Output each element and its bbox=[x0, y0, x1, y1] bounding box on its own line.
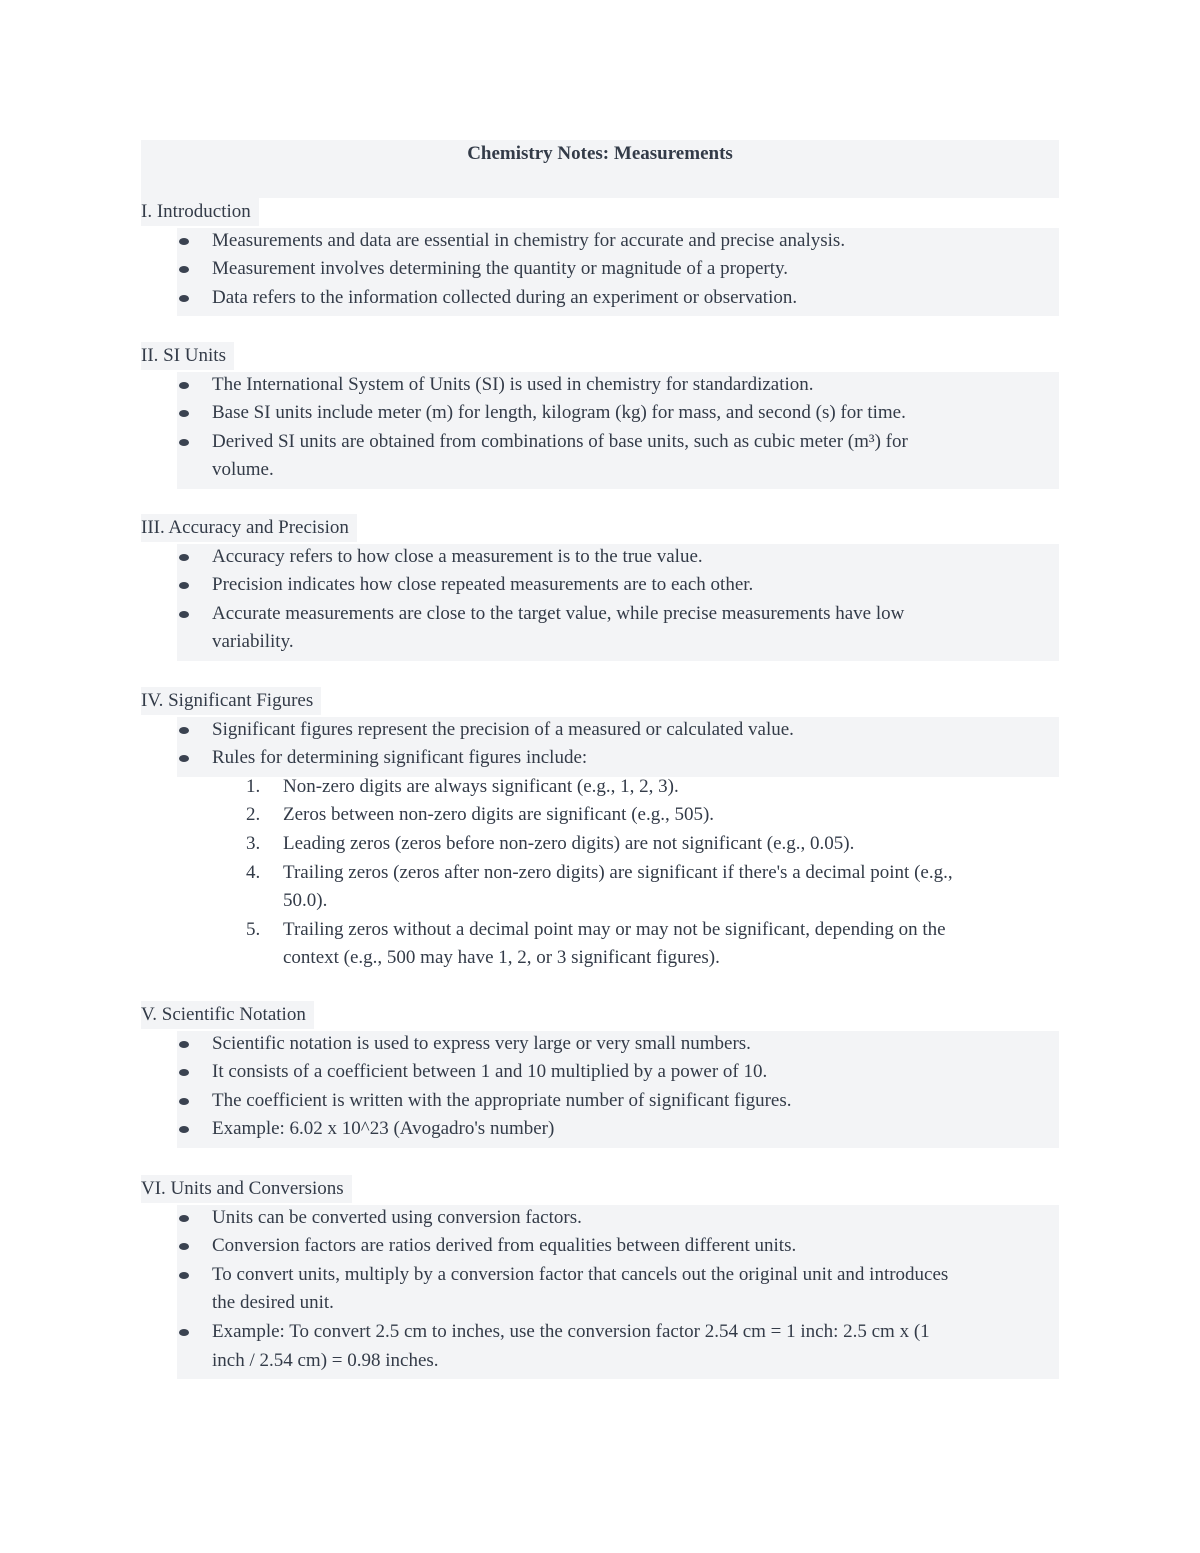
section-heading: III. Accuracy and Precision bbox=[141, 514, 357, 542]
bullet-icon bbox=[179, 554, 189, 561]
bullet-icon bbox=[179, 727, 189, 734]
bullet-icon bbox=[179, 1329, 189, 1336]
list-item: Accuracy refers to how close a measurement is to the true value. bbox=[212, 545, 703, 567]
title-spacer bbox=[141, 170, 1059, 198]
numbered-item: Leading zeros (zeros before non-zero digits) are not significant (e.g., 0.05). bbox=[283, 833, 855, 854]
numbered-item: 50.0). bbox=[283, 890, 328, 912]
bullet-icon bbox=[179, 1041, 189, 1048]
bullet-icon bbox=[179, 295, 189, 302]
title-block bbox=[141, 140, 1059, 172]
list-item: To convert units, multiply by a conversion factor that cancels out the original unit and introduces bbox=[212, 1263, 949, 1285]
section-heading: I. Introduction bbox=[141, 198, 259, 226]
list-item: Measurement involves determining the quantity or magnitude of a property. bbox=[212, 258, 789, 280]
list-item: variability. bbox=[212, 631, 294, 653]
list-item: Example: To convert 2.5 cm to inches, use the conversion factor 2.54 cm = 1 inch: 2.5 cm x (1 bbox=[212, 1321, 930, 1342]
list-number: 4. bbox=[246, 861, 261, 883]
list-item: the desired unit. bbox=[212, 1292, 334, 1314]
list-item: volume. bbox=[212, 459, 274, 481]
list-number: 3. bbox=[246, 833, 261, 854]
document-title: Chemistry Notes: Measurements bbox=[467, 143, 733, 164]
numbered-item: context (e.g., 500 may have 1, 2, or 3 significant figures). bbox=[283, 947, 720, 969]
bullet-icon bbox=[179, 439, 189, 446]
list-item: Example: 6.02 x 10^23 (Avogadro's number) bbox=[212, 1118, 555, 1140]
list-item: Precision indicates how close repeated measurements are to each other. bbox=[212, 574, 754, 596]
section-heading: V. Scientific Notation bbox=[141, 1001, 314, 1029]
numbered-item: Trailing zeros without a decimal point may or may not be significant, depending on the bbox=[283, 918, 946, 940]
bullet-icon bbox=[179, 238, 189, 245]
list-item: It consists of a coefficient between 1 and 10 multiplied by a power of 10. bbox=[212, 1061, 768, 1083]
bullet-icon bbox=[179, 1098, 189, 1105]
list-item: Conversion factors are ratios derived from equalities between different units. bbox=[212, 1235, 797, 1257]
numbered-item: Trailing zeros (zeros after non-zero digits) are significant if there's a decimal point (e.g., bbox=[283, 861, 953, 883]
list-item: Accurate measurements are close to the target value, while precise measurements have low bbox=[212, 602, 905, 624]
section-heading: IV. Significant Figures bbox=[141, 687, 321, 715]
list-item: The International System of Units (SI) is used in chemistry for standardization. bbox=[212, 373, 814, 395]
section-heading: VI. Units and Conversions bbox=[141, 1175, 352, 1203]
bullet-icon bbox=[179, 1215, 189, 1222]
list-item: Rules for determining significant figures include: bbox=[212, 747, 588, 769]
bullet-icon bbox=[179, 1272, 189, 1279]
numbered-item: Non-zero digits are always significant (e.g., 1, 2, 3). bbox=[283, 775, 679, 797]
list-item: Significant figures represent the precision of a measured or calculated value. bbox=[212, 718, 794, 740]
list-item: Units can be converted using conversion factors. bbox=[212, 1206, 582, 1228]
list-item: inch / 2.54 cm) = 0.98 inches. bbox=[212, 1349, 439, 1371]
section-heading: II. SI Units bbox=[141, 342, 234, 370]
list-item: Base SI units include meter (m) for length, kilogram (kg) for mass, and second (s) for time. bbox=[212, 402, 906, 424]
numbered-item: Zeros between non-zero digits are significant (e.g., 505). bbox=[283, 804, 715, 826]
list-item: Measurements and data are essential in chemistry for accurate and precise analysis. bbox=[212, 229, 846, 251]
list-item: Derived SI units are obtained from combinations of base units, such as cubic meter (m³) for bbox=[212, 430, 908, 452]
list-item: The coefficient is written with the appropriate number of significant figures. bbox=[212, 1089, 792, 1111]
list-item: Scientific notation is used to express very large or very small numbers. bbox=[212, 1032, 751, 1054]
list-item: Data refers to the information collected during an experiment or observation. bbox=[212, 286, 798, 308]
list-number: 1. bbox=[246, 775, 261, 797]
list-number: 2. bbox=[246, 804, 261, 826]
bullet-icon bbox=[179, 611, 189, 618]
list-number: 5. bbox=[246, 918, 261, 940]
bullet-icon bbox=[179, 382, 189, 389]
